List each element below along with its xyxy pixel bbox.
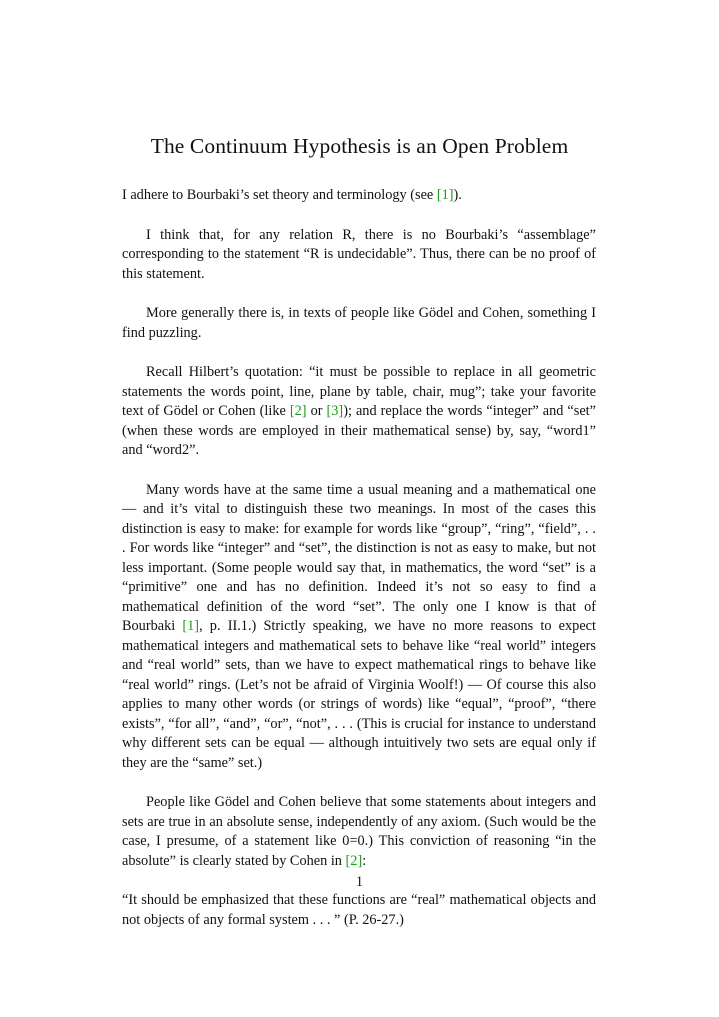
paragraph (122, 226, 596, 285)
citation-link[interactable]: [1] (182, 618, 200, 634)
paragraph-text: More generally there is, in texts of people like Gödel and Cohen, something I find puzzling. (122, 305, 596, 341)
paragraph (122, 304, 596, 343)
page-number: 1 (355, 874, 364, 890)
paragraph-text: People like Gödel and Cohen believe that some statements about integers and sets are true in an absolute sense, independently of any axiom. (Such would be the case, I presume, of a statement like 0=0.) This conviction of reasoning “in the absolute” is clearly stated by Cohen in (122, 794, 596, 869)
paragraph (122, 891, 596, 930)
paragraph (122, 186, 596, 206)
citation-link[interactable]: [1] (436, 187, 454, 203)
citation-link[interactable]: [2] (289, 403, 307, 419)
paragraph-text: , p. II.1.) Strictly speaking, we have no more reasons to expect mathematical integers and mathematical sets to behave like “real world” integers and “real world” sets, than we have to expect mathematical rings to behave like “real world” rings. (Let’s not be afraid of Virginia Woolf!) — Of course this also applies to many other words (or strings of words) like “equal”, “proof”, “there exists”, “for all”, “and”, “or”, “not”, . . . (This is crucial for instance to understand why different sets can be equal — although intuitively two sets are equal only if they are the “same” set.) (122, 618, 596, 771)
paragraph-text: or (306, 403, 327, 419)
paragraph-text: ); and replace the words “integer” and “set” (when these words are employed in their mathematical sense) by, say, “word1” and “word2”. (122, 403, 597, 458)
citation-link[interactable]: [3] (326, 403, 344, 419)
paragraph (122, 363, 596, 461)
paragraph-text: : (362, 852, 367, 869)
paragraph-text: I think that, for any relation R, there is no Bourbaki’s “assemblage” corresponding to the statement “R is undecidable”. Thus, there can be no proof of this statement. (122, 226, 596, 282)
citation-link[interactable]: [2] (345, 852, 363, 869)
paragraph-text: ). (453, 187, 462, 203)
paragraph-text: Many words have at the same time a usual meaning and a mathematical one — and it’s vital to distinguish these two meanings. In most of the cases this distinction is easy to make: for example for words like “group”, “ring”, “field”, . . . For words like “integer” and “set”, the distinction is not as easy to make, but not less important. (Some people would say that, in mathematics, the word “set” is a “primitive” one and has no definition. Indeed it’s not so easy to find a mathematical definition of the word “set”. The only one I know is that of Bourbaki (122, 481, 596, 634)
paragraph-text: I adhere to Bourbaki’s set theory and terminology (see (122, 187, 437, 203)
paper-title: The Continuum Hypothesis is an Open Problem (150, 134, 569, 158)
paragraph (122, 481, 596, 774)
paragraph-text: Recall Hilbert’s quotation: “it must be possible to replace in all geometric statements the words point, line, plane by table, chair, mug”; take your favorite text of Gödel or Cohen (like (122, 364, 596, 419)
paragraph (122, 793, 596, 871)
body-text (122, 186, 596, 950)
paragraph-text: “It should be emphasized that these functions are “real” mathematical objects and not objects of any formal system . . . ” (P. 26-27.) (122, 892, 596, 928)
